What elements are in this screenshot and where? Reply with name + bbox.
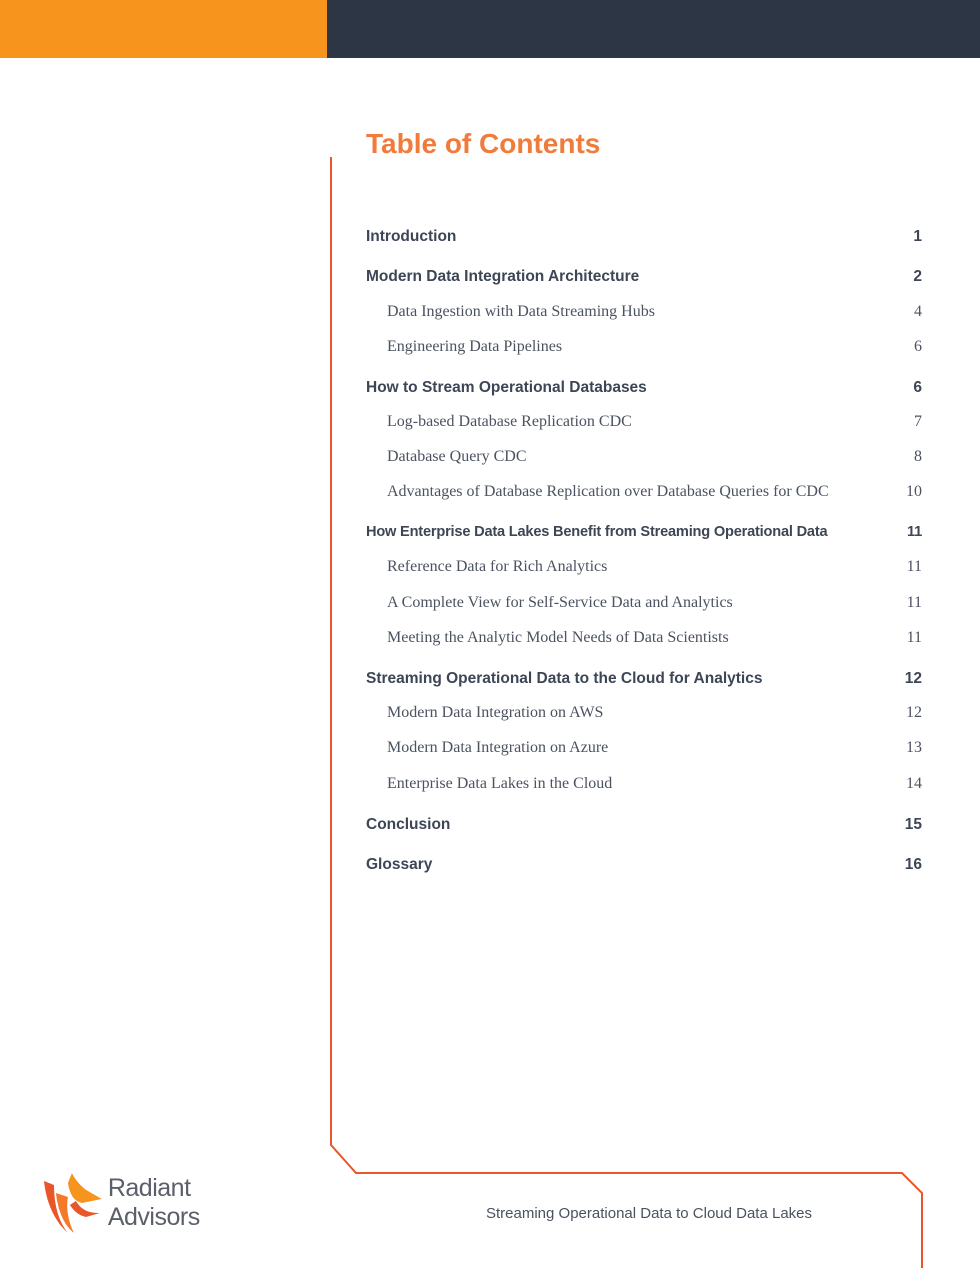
logo-text: Radiant Advisors xyxy=(107,1174,200,1231)
toc-entry-enterprise-data-lakes[interactable] xyxy=(366,524,922,540)
toc-entry-page: 7 xyxy=(914,413,922,430)
toc-entry-page: 16 xyxy=(904,856,922,873)
toc-entry-page: 12 xyxy=(906,704,922,721)
toc-entry-log-based-cdc[interactable] xyxy=(366,413,922,431)
toc-entry-page: 10 xyxy=(906,483,922,500)
toc-entry-label: Reference Data for Rich Analytics xyxy=(387,558,608,575)
toc-entry-label: Log-based Database Replication CDC xyxy=(387,413,632,430)
toc-entry-integration-aws[interactable] xyxy=(366,704,922,722)
toc-entry-page: 11 xyxy=(906,558,922,575)
toc-entry-label: Advantages of Database Replication over Database Queries for CDC xyxy=(387,483,829,500)
toc-entry-label: Engineering Data Pipelines xyxy=(387,338,563,355)
toc-entry-label: Data Ingestion with Data Streaming Hubs xyxy=(387,303,655,320)
toc-entry-stream-operational-databases[interactable] xyxy=(366,379,922,397)
toc-entry-page: 4 xyxy=(914,303,922,320)
toc-entry-page: 13 xyxy=(906,739,922,756)
toc-entry-page: 11 xyxy=(906,629,922,646)
toc-entry-label: Modern Data Integration Architecture xyxy=(366,268,640,285)
toc-entry-page: 11 xyxy=(906,594,922,611)
toc-entry-reference-data[interactable] xyxy=(366,558,922,576)
toc-entry-introduction[interactable] xyxy=(366,228,922,246)
toc-entry-analytic-model-needs[interactable] xyxy=(366,629,922,647)
toc-entry-label: Enterprise Data Lakes in the Cloud xyxy=(387,775,613,792)
toc-entry-page: 1 xyxy=(913,228,922,245)
toc-entry-label: Meeting the Analytic Model Needs of Data Scientists xyxy=(387,629,729,646)
toc-entry-page: 2 xyxy=(913,268,922,285)
toc-entry-label: A Complete View for Self-Service Data and Analytics xyxy=(387,594,733,611)
toc-entry-label: Introduction xyxy=(366,228,457,245)
header-orange-band xyxy=(0,0,327,58)
toc-entry-label: Modern Data Integration on Azure xyxy=(387,739,609,756)
toc-entry-conclusion[interactable] xyxy=(366,816,922,834)
toc-entry-label: Streaming Operational Data to the Cloud for Analytics xyxy=(366,670,763,687)
toc-entry-label: Modern Data Integration on AWS xyxy=(387,704,604,721)
toc-entry-data-lakes-cloud[interactable] xyxy=(366,775,922,793)
toc-entry-advantages-replication[interactable] xyxy=(366,483,922,501)
toc-entry-label: How Enterprise Data Lakes Benefit from Streaming Operational Data xyxy=(366,524,828,540)
toc-entry-streaming-to-cloud[interactable] xyxy=(366,670,922,688)
toc-entry-page: 6 xyxy=(914,338,922,355)
radiant-advisors-logo-icon xyxy=(42,1171,104,1235)
toc-entry-page: 14 xyxy=(906,775,922,792)
toc-entry-label: Glossary xyxy=(366,856,433,873)
toc-entry-page: 15 xyxy=(904,816,922,833)
toc-entry-engineering-pipelines[interactable] xyxy=(366,338,922,356)
toc-entry-page: 12 xyxy=(904,670,922,687)
toc-entry-complete-view[interactable] xyxy=(366,594,922,612)
toc-entry-modern-data-integration[interactable] xyxy=(366,268,922,286)
toc-entry-integration-azure[interactable] xyxy=(366,739,922,757)
company-logo xyxy=(42,1170,287,1236)
toc-entry-page: 8 xyxy=(914,448,922,465)
toc-entry-page: 11 xyxy=(906,524,922,540)
toc-entry-page: 6 xyxy=(913,379,922,396)
toc-entry-label: Database Query CDC xyxy=(387,448,527,465)
table-of-contents xyxy=(366,0,922,1268)
toc-entry-glossary[interactable] xyxy=(366,856,922,874)
toc-entry-label: How to Stream Operational Databases xyxy=(366,379,647,396)
toc-entry-label: Conclusion xyxy=(366,816,451,833)
page-title: Table of Contents xyxy=(366,128,601,159)
toc-entry-query-cdc[interactable] xyxy=(366,448,922,466)
toc-entry-data-ingestion[interactable] xyxy=(366,303,922,321)
footer-document-title: Streaming Operational Data to Cloud Data Lakes xyxy=(486,1205,813,1222)
